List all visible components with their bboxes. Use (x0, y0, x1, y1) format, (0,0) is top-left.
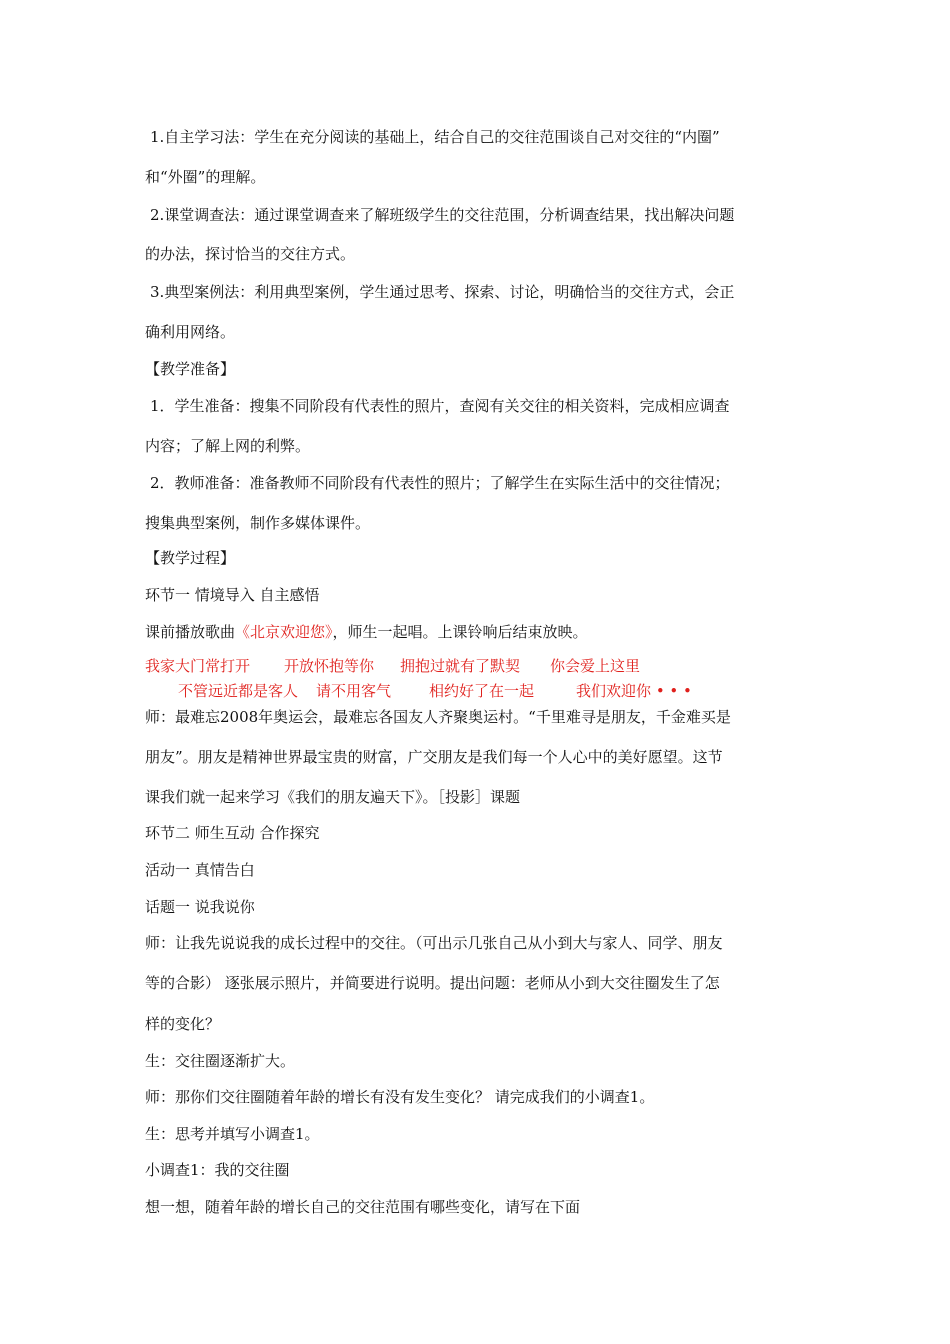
lyric: 拥抱过就有了默契 (400, 657, 521, 675)
method1-line2: 和“外圈”的理解。 (145, 168, 266, 186)
lyric: 我家大门常打开 (145, 657, 251, 675)
student-task: 生：思考并填写小调查1。 (145, 1125, 320, 1143)
lyrics-row-1 (145, 656, 640, 676)
song-intro (145, 622, 588, 642)
process-heading: 【教学过程】 (145, 549, 236, 567)
activity1-heading: 活动一 真情告白 (145, 861, 255, 879)
lyric: 我们欢迎你 • • • (576, 682, 692, 700)
method3-line2: 确利用网络。 (145, 323, 236, 341)
lyrics-row-2 (178, 681, 692, 701)
step1-heading: 环节一 情境导入 自主感悟 (145, 586, 320, 604)
survey-prompt: 想一想，随着年龄的增长自己的交往范围有哪些变化，请写在下面 (145, 1198, 581, 1216)
lyric: 开放怀抱等你 (284, 657, 375, 675)
teacher-share-line2: 等的合影） 逐张展示照片，并简要进行说明。提出问题：老师从小到大交往圈发生了怎 (145, 974, 720, 992)
prep-teacher-line1: 2．教师准备：准备教师不同阶段有代表性的照片；了解学生在实际生活中的交往情况； (150, 474, 730, 492)
teacher-share-line1: 师：让我先说说我的成长过程中的交往。（可出示几张自己从小到大与家人、同学、朋友 (145, 934, 723, 952)
prep-student-line2: 内容；了解上网的利弊。 (145, 437, 311, 455)
teacher-intro-line2: 朋友”。朋友是精神世界最宝贵的财富，广交朋友是我们每一个人心中的美好愿望。这节 (145, 748, 723, 766)
song-prefix: 课前播放歌曲 (145, 623, 236, 641)
student-answer: 生：交往圈逐渐扩大。 (145, 1052, 296, 1070)
lyric: 不管远近都是客人 (178, 682, 299, 700)
prep-student-line1: 1．学生准备：搜集不同阶段有代表性的照片，查阅有关交往的相关资料，完成相应调查 (150, 397, 730, 415)
prep-heading: 【教学准备】 (145, 360, 236, 378)
topic1-heading: 话题一 说我说你 (145, 898, 255, 916)
teacher-intro-line1: 师：最难忘2008年奥运会，最难忘各国友人齐聚奥运村。“千里难寻是朋友，千金难买是 (145, 708, 731, 726)
method1-line1: 1.自主学习法：学生在充分阅读的基础上，结合自己的交往范围谈自己对交往的“内圈” (150, 128, 720, 146)
lyric: 请不用客气 (316, 682, 392, 700)
teacher-question: 师：那你们交往圈随着年龄的增长有没有发生变化？ 请完成我们的小调查1。 (145, 1088, 655, 1106)
survey-title: 小调查1：我的交往圈 (145, 1161, 290, 1179)
song-title: 《北京欢迎您》 (235, 623, 333, 641)
lyric: 相约好了在一起 (429, 682, 535, 700)
song-suffix: ，师生一起唱。上课铃响后结束放映。 (332, 623, 588, 641)
lyric: 你会爱上这里 (550, 657, 641, 675)
prep-teacher-line2: 搜集典型案例，制作多媒体课件。 (145, 514, 371, 532)
method2-line2: 的办法，探讨恰当的交往方式。 (145, 245, 356, 263)
step2-heading: 环节二 师生互动 合作探究 (145, 824, 320, 842)
method2-line1: 2.课堂调查法：通过课堂调查来了解班级学生的交往范围，分析调查结果，找出解决问题 (150, 206, 735, 224)
teacher-intro-line3: 课我们就一起来学习《我们的朋友遍天下》。［投影］课题 (145, 788, 521, 806)
teacher-share-line3: 样的变化？ (145, 1015, 221, 1033)
method3-line1: 3.典型案例法：利用典型案例，学生通过思考、探索、讨论，明确恰当的交往方式，会正 (150, 283, 735, 301)
